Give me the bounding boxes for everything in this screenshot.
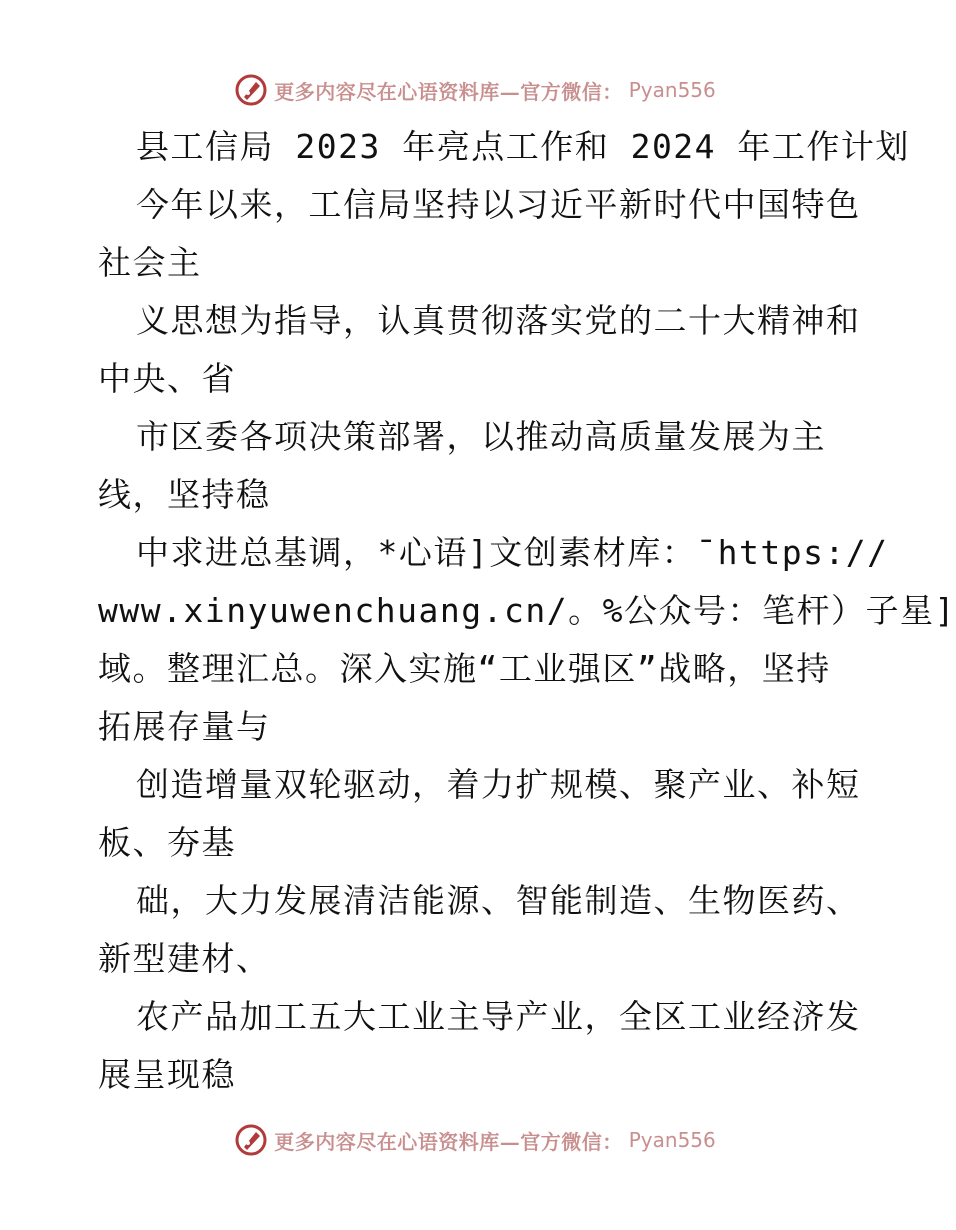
text-line: 拓展存量与 <box>98 707 271 746</box>
text-line: 线，坚持稳 <box>98 475 271 514</box>
text-line: 中央、省 <box>98 359 236 398</box>
text-line: www.xinyuwenchuang.cn/。%公众号：笔杆）子星] <box>98 591 956 630</box>
text-line: 义思想为指导，认真贯彻落实党的二十大精神和 <box>136 301 861 340</box>
watermark-wechat-id: Pyan556 <box>628 1128 716 1152</box>
document-title: 县工信局 2023 年亮点工作和 2024 年工作计划 <box>136 127 910 166</box>
watermark-text: 更多内容尽在心语资料库—官方微信： <box>274 79 623 104</box>
text-line: 中求进总基调，*心语]文创素材库：¯https:// <box>136 533 889 572</box>
text-line: 农产品加工五大工业主导产业，全区工业经济发 <box>136 997 861 1036</box>
watermark-banner-bottom <box>0 1120 950 1160</box>
document-body <box>98 118 956 1104</box>
text-line: 展呈现稳 <box>98 1055 236 1094</box>
watermark-banner-top <box>0 70 950 110</box>
pen-nib-logo-icon <box>234 73 268 107</box>
text-line: 新型建材、 <box>98 939 271 978</box>
pen-nib-logo-icon <box>234 1123 268 1157</box>
text-line: 域。整理汇总。深入实施“工业强区”战略，坚持 <box>98 649 831 688</box>
text-line: 础，大力发展清洁能源、智能制造、生物医药、 <box>136 881 861 920</box>
text-line: 板、夯基 <box>98 823 236 862</box>
text-line: 市区委各项决策部署，以推动高质量发展为主 <box>136 417 826 456</box>
text-line: 社会主 <box>98 243 202 282</box>
watermark-text: 更多内容尽在心语资料库—官方微信： <box>274 1129 623 1154</box>
text-line: 创造增量双轮驱动，着力扩规模、聚产业、补短 <box>136 765 861 804</box>
watermark-wechat-id: Pyan556 <box>628 78 716 102</box>
text-line: 今年以来，工信局坚持以习近平新时代中国特色 <box>136 185 861 224</box>
